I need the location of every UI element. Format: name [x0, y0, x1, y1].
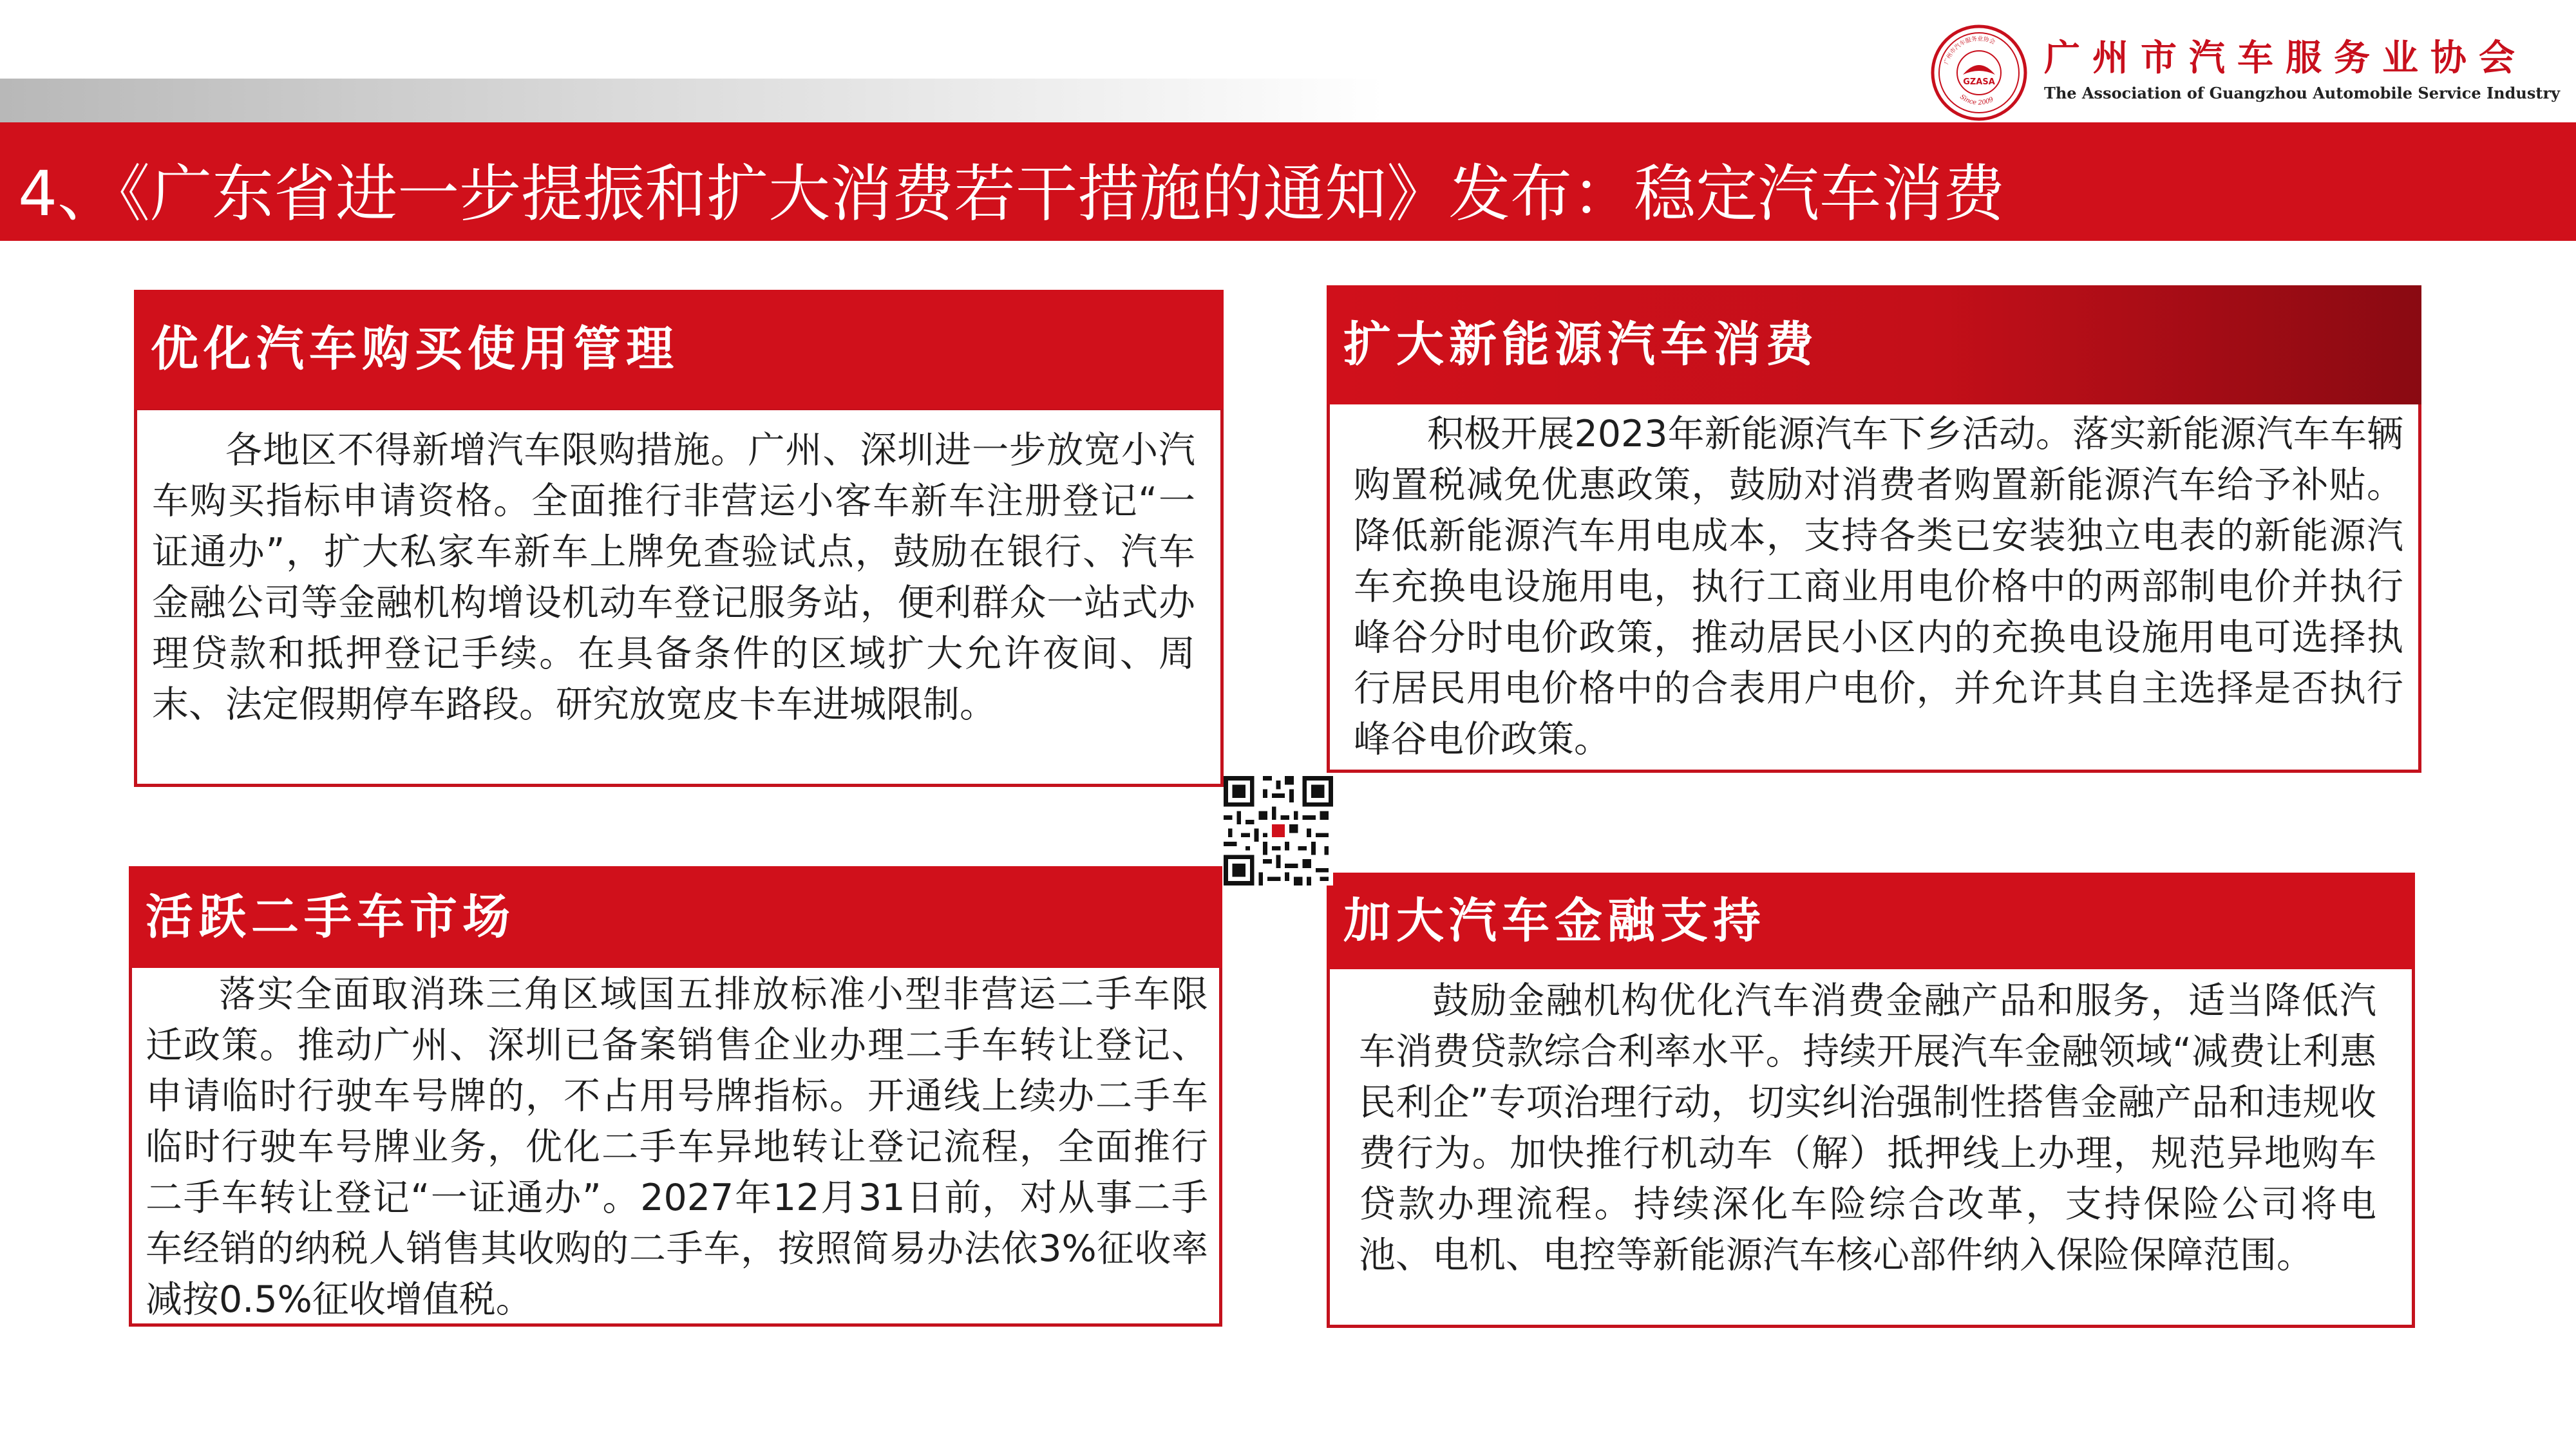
card-car-purchase-management-body: 各地区不得新增汽车限购措施。广州、深圳进一步放宽小汽车购买指标申请资格。全面推行非营运小客车新车注册登记“一证通办”，扩大私家车新车上牌免查验试点，鼓励在银行、汽车金融公司等金融机构增设机动车登记服务站，便利群众一站式办理贷款和抵押登记手续。在具备条件的区域扩大允许夜间、周末、法定假期停车路段。研究放宽皮卡车进城限制。 [152, 429, 1195, 726]
svg-text:GZASA: GZASA [1963, 77, 1995, 87]
association-logo [1931, 24, 2562, 121]
card-used-car-market-body: 落实全面取消珠三角区域国五排放标准小型非营运二手车限迁政策。推动广州、深圳已备案销售企业办理二手车转让登记、申请临时行驶车号牌的，不占用号牌指标。开通线上续办二手车临时行驶车号牌业务，优化二手车异地转让登记流程，全面推行二手车转让登记“一证通办”。2027年12月31日前，对从事二手车经销的纳税人销售其收购的二手车，按照简易办法依3%征收率减按0.5%征收增值税。 [146, 973, 1208, 1321]
card-auto-finance-support-title: 加大汽车金融支持 [1327, 873, 2415, 969]
header-gray-band [0, 79, 1385, 126]
association-seal-icon [1931, 24, 2027, 121]
association-name-en: The Association of Guangzhou Automobile Service Industry [2044, 84, 2561, 102]
card-auto-finance-support-body: 鼓励金融机构优化汽车消费金融产品和服务，适当降低汽车消费贷款综合利率水平。持续开展汽车金融领域“减费让利惠民利企”专项治理行动，切实纠治强制性搭售金融产品和违规收费行为。加快推行机动车（解）抵押线上办理，规范异地购车贷款办理流程。持续深化车险综合改革，支持保险公司将电池、电机、电控等新能源汽车核心部件纳入保险保障范围。 [1359, 980, 2376, 1276]
card-new-energy-vehicle-title: 扩大新能源汽车消费 [1327, 285, 2421, 404]
svg-text:广州市汽车服务业协会: 广州市汽车服务业协会 [1943, 35, 1996, 66]
card-car-purchase-management-title: 优化汽车购买使用管理 [134, 290, 1224, 409]
page-title: 4、《广东省进一步提振和扩大消费若干措施的通知》发布：稳定汽车消费 [18, 158, 2005, 230]
card-used-car-market-title: 活跃二手车市场 [129, 866, 1222, 968]
card-new-energy-vehicle-body: 积极开展2023年新能源汽车下乡活动。落实新能源汽车车辆购置税减免优惠政策，鼓励对消费者购置新能源汽车给予补贴。降低新能源汽车用电成本，支持各类已安装独立电表的新能源汽车充换电设施用电，执行工商业用电价格中的两部制电价并执行峰谷分时电价政策，推动居民小区内的充换电设施用电可选择执行居民用电价格中的合表用户电价，并允许其自主选择是否执行峰谷电价政策。 [1354, 413, 2403, 761]
association-name-cn: 广州市汽车服务业协会 [2044, 37, 2527, 79]
qr-code-icon[interactable] [1224, 776, 1333, 886]
svg-text:Since 2009: Since 2009 [1958, 93, 1995, 107]
